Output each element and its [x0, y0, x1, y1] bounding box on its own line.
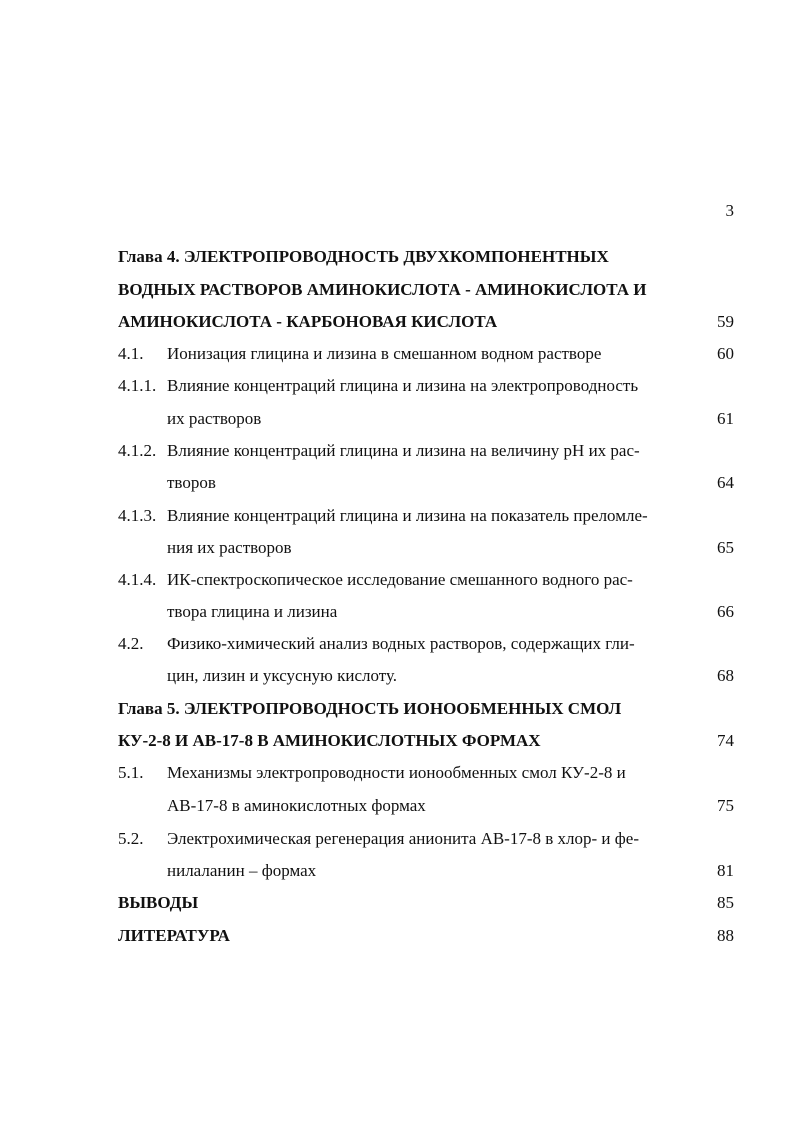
toc-section-4-1-3-line-2 [118, 537, 734, 559]
toc-section-4-2-line-2 [118, 665, 734, 687]
toc-chapter-title: АМИНОКИСЛОТА - КАРБОНОВАЯ КИСЛОТА [118, 312, 498, 331]
toc-chapter-title: Глава 4. ЭЛЕКТРОПРОВОДНОСТЬ ДВУХКОМПОНЕНТНЫХ [118, 247, 609, 266]
toc-page-ref: 65 [717, 538, 734, 557]
toc-section-number: 4.1.2. [118, 441, 157, 460]
toc-chapter-title: ВЫВОДЫ [118, 893, 199, 912]
toc-section-title: творов [167, 473, 216, 492]
toc-section-5-1-line-1 [118, 762, 734, 784]
toc-chapter-4-title-line-3 [118, 311, 734, 333]
toc-section-title: Влияние концентраций глицина и лизина на показатель преломле- [167, 506, 648, 525]
toc-section-4-1-4-line-1 [118, 569, 734, 591]
toc-section-4-1 [118, 343, 734, 365]
toc-chapter-5-title-line-2 [118, 730, 734, 752]
toc-section-4-1-2-line-2 [118, 472, 734, 494]
toc-page-ref: 61 [717, 409, 734, 428]
toc-chapter-title: ЛИТЕРАТУРА [118, 926, 230, 945]
toc-page-ref: 75 [717, 796, 734, 815]
toc-section-title: Ионизация глицина и лизина в смешанном водном растворе [167, 344, 602, 363]
toc-page-ref: 74 [717, 731, 734, 750]
toc-section-title: ния их растворов [167, 538, 292, 557]
toc-section-4-1-1-line-2 [118, 408, 734, 430]
toc-section-title: их растворов [167, 409, 262, 428]
toc-section-title: Электрохимическая регенерация анионита АВ-17-8 в хлор- и фе- [167, 829, 639, 848]
toc-chapter-5-title-line-1 [118, 698, 734, 720]
toc-section-4-1-3-line-1 [118, 505, 734, 527]
toc-section-4-1-2-line-1 [118, 440, 734, 462]
toc-section-number: 4.1.3. [118, 506, 157, 525]
toc-section-title: нилаланин – формах [167, 861, 317, 880]
toc-section-title: Влияние концентраций глицина и лизина на электропроводность [167, 376, 639, 395]
toc-chapter-title: Глава 5. ЭЛЕКТРОПРОВОДНОСТЬ ИОНООБМЕННЫХ СМОЛ [118, 699, 622, 718]
toc-chapter-title: ВОДНЫХ РАСТВОРОВ АМИНОКИСЛОТА - АМИНОКИСЛОТА И [118, 280, 647, 299]
toc-page-ref: 88 [717, 926, 734, 945]
toc-section-title: ИК-спектроскопическое исследование смешанного водного рас- [167, 570, 633, 589]
toc-chapter-4-title-line-2 [118, 279, 734, 301]
toc-section-title: АВ-17-8 в аминокислотных формах [167, 796, 426, 815]
toc-section-number: 4.1. [118, 344, 144, 363]
toc-conclusions [118, 892, 734, 914]
toc-page-ref: 81 [717, 861, 734, 880]
toc-section-number: 5.1. [118, 763, 144, 782]
toc-page-ref: 64 [717, 473, 734, 492]
toc-page-ref: 85 [717, 893, 734, 912]
toc-page-ref: 66 [717, 602, 734, 621]
toc-section-title: Влияние концентраций глицина и лизина на величину pH их рас- [167, 441, 640, 460]
toc-section-title: твора глицина и лизина [167, 602, 338, 621]
page-number: 3 [725, 201, 734, 220]
toc-section-number: 5.2. [118, 829, 144, 848]
toc-chapter-4-title-line-1 [118, 246, 734, 268]
toc-section-number: 4.1.1. [118, 376, 157, 395]
toc-section-5-2-line-1 [118, 828, 734, 850]
toc-section-number: 4.1.4. [118, 570, 157, 589]
toc-section-4-2-line-1 [118, 633, 734, 655]
toc-section-title: Физико-химический анализ водных растворов, содержащих гли- [167, 634, 635, 653]
toc-page-ref: 60 [717, 344, 734, 363]
toc-section-title: Механизмы электропроводности ионообменных смол КУ-2-8 и [167, 763, 626, 782]
toc-section-4-1-4-line-2 [118, 601, 734, 623]
toc-section-5-2-line-2 [118, 860, 734, 882]
toc-section-4-1-1-line-1 [118, 375, 734, 397]
toc-chapter-title: КУ-2-8 И АВ-17-8 В АМИНОКИСЛОТНЫХ ФОРМАХ [118, 731, 541, 750]
toc-section-number: 4.2. [118, 634, 144, 653]
toc-page-ref: 59 [717, 312, 734, 331]
toc-section-title: цин, лизин и уксусную кислоту. [167, 666, 398, 685]
toc-section-5-1-line-2 [118, 795, 734, 817]
toc-page-ref: 68 [717, 666, 734, 685]
toc-literature [118, 925, 734, 947]
